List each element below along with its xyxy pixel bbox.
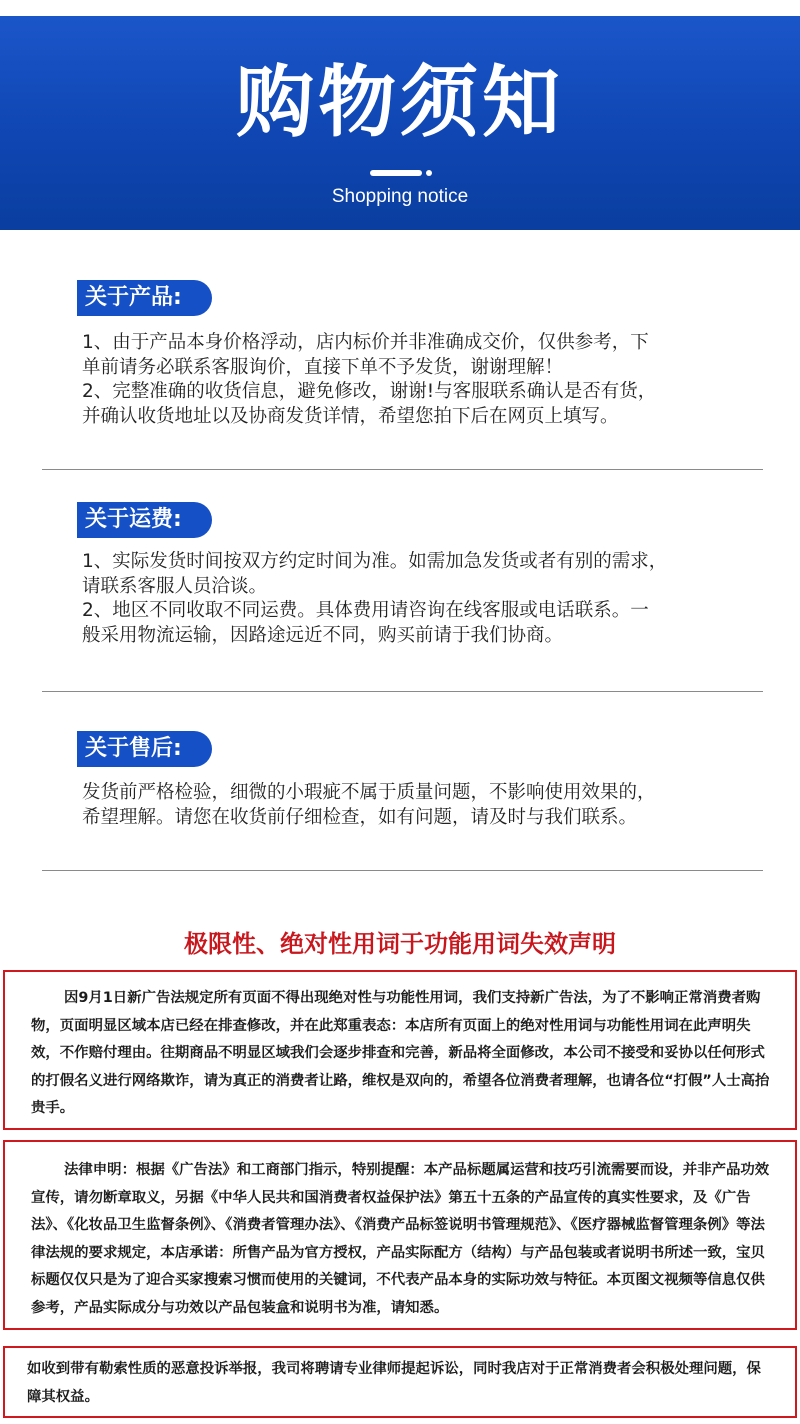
text-line: 希望理解。请您在收货前仔细检查，如有问题，请及时与我们联系。 [82,806,638,828]
text-line: 发货前严格检验，细微的小瑕疵不属于质量问题，不影响使用效果的， [82,782,656,803]
text-line: 并确认收货地址以及协商发货详情，希望您拍下后在网页上填写。 [82,405,619,427]
section-shipping-text [82,550,762,648]
text-line: 请联系客服人员洽谈。 [82,575,268,597]
text-line: 单前请务必联系客服询价，直接下单不予发货，谢谢理解！ [82,356,564,378]
declaration-text: 法律申明：根据《广告法》和工商部门指示，特别提醒：本产品标题属运营和技巧引流需要而设，并非产品功效宣传，请勿断章取义，另据《中华人民共和国消费者权益保护法》第五十五条的产品宣传的真实性要求，及《广告法》、《化妆品卫生监督条例》、《消费者管理办法》、《消费产品标签说明书管理规范》、《医疗器械监督管理条例》等法律法规的要求规定，本店承诺：所售产品为官方授权，产品实际配方（结构）与产品包装或者说明书所述一致，宝贝标题仅仅只是为了迎合买家搜索习惯而使用的关键词，不代表产品本身的实际功效与特征。本页图文视频等信息仅供参考，产品实际成分与功效以产品包装盒和说明书为准，请知悉。 [31,1162,770,1316]
section-product-text [82,331,762,429]
page-title: 购物须知 [235,58,564,148]
declaration-title: 极限性、绝对性用词于功能用词失效声明 [184,930,616,958]
divider [42,691,763,692]
section-tag-product: 关于产品: [77,280,212,316]
text-line: 2、地区不同收取不同运费。具体费用请咨询在线客服或电话联系。一 [82,600,649,621]
title-underline-dot [426,170,432,176]
divider [42,870,763,871]
text-line: 1、实际发货时间按双方约定时间为准。如需加急发货或者有别的需求， [82,551,668,572]
declaration-box-complaint [3,1346,797,1418]
header-banner [0,16,800,230]
page-subtitle: Shopping notice [331,186,469,207]
section-tag-shipping: 关于运费: [77,502,212,538]
declaration-text: 如收到带有勒索性质的恶意投诉举报，我司将聘请专业律师提起诉讼，同时我店对于正常消费者会积极处理问题，保障其权益。 [27,1361,761,1405]
title-underline [370,170,422,176]
section-aftersale-text [82,781,762,830]
divider [42,469,763,470]
declaration-box-legal-notice [3,1140,797,1330]
declaration-text: 因9月1日新广告法规定所有页面不得出现绝对性与功能性用词，我们支持新广告法，为了不影响正常消费者购物，页面明显区域本店已经在排查修改，并在此郑重表态：本店所有页面上的绝对性用词与功能性用词在此声明失效，不作赔付理由。往期商品不明显区域我们会逐步排查和完善，新品将全面修改，本公司不接受和妥协以任何形式的打假名义进行网络欺诈，请为真正的消费者让路，维权是双向的，希望各位消费者理解，也请各位“打假”人士高抬贵手。 [31,990,770,1117]
text-line: 般采用物流运输，因路途远近不同，购买前请于我们协商。 [82,624,564,646]
text-line: 2、完整准确的收货信息，避免修改，谢谢!与客服联系确认是否有货， [82,381,657,402]
declaration-box-advertising-law [3,970,797,1130]
section-tag-aftersale: 关于售后: [77,731,212,767]
text-line: 1、由于产品本身价格浮动，店内标价并非准确成交价，仅供参考，下 [82,332,649,353]
